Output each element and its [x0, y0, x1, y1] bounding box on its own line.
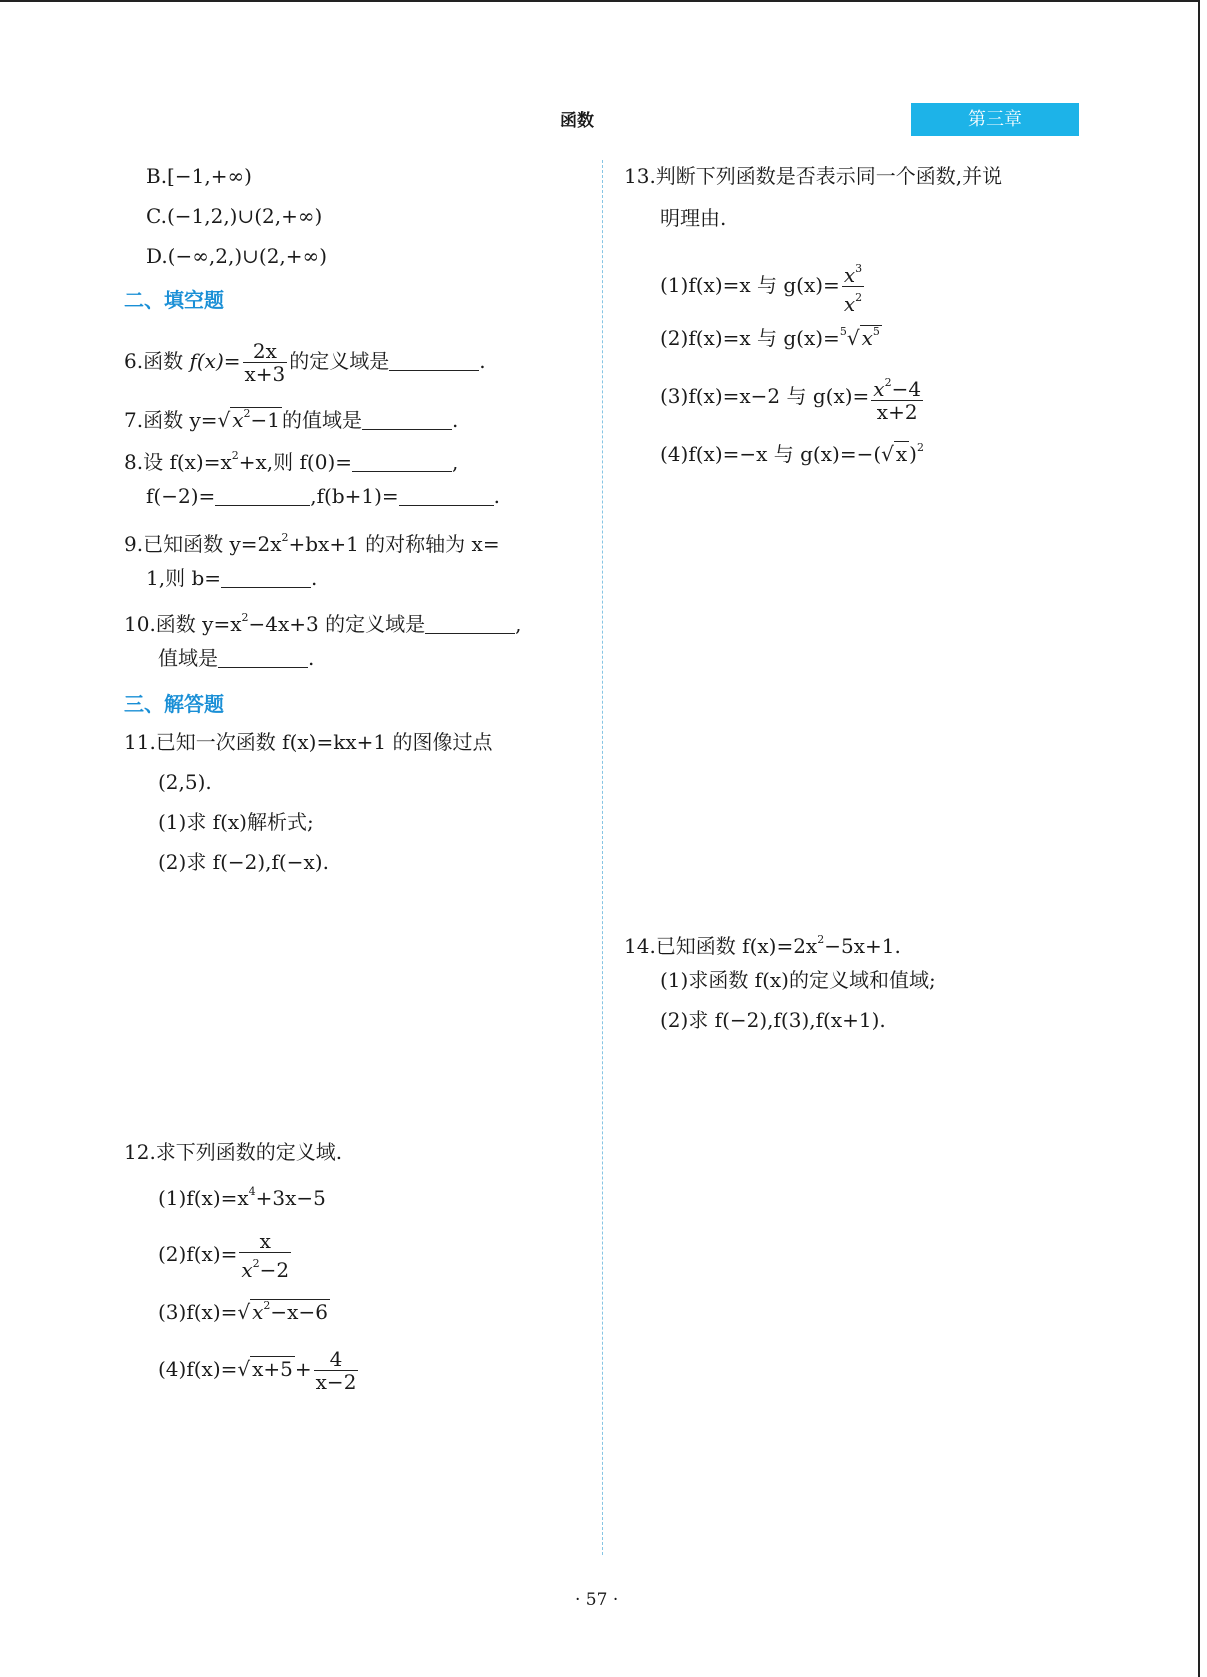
q12-p2-den-base: x	[241, 1258, 253, 1282]
question-13-part1	[660, 258, 866, 315]
column-divider	[602, 160, 603, 1555]
q12-p4-numerator: 4	[314, 1348, 359, 1371]
question-10-line1	[124, 604, 521, 638]
question-11-part2: (2)求 f(−2),f(−x).	[158, 850, 329, 874]
option-b: B.[−1,+∞)	[146, 164, 252, 188]
q12-p1-text-b: +3x−5	[255, 1186, 326, 1210]
question-13-line1: 13.判断下列函数是否表示同一个函数,并说	[624, 164, 1003, 188]
q7-end: .	[452, 408, 459, 432]
q13-p1-fraction	[842, 258, 864, 315]
q12-p2-den-tail: −2	[259, 1258, 290, 1282]
q13-p1-den-base: x	[843, 292, 856, 316]
q6-denominator: x+3	[244, 362, 286, 386]
q12-p4-plus: +	[294, 1357, 312, 1381]
q13-p1-numerator	[842, 258, 864, 287]
q13-p3-fraction	[871, 372, 923, 423]
q13-p4-exp: 2	[916, 441, 924, 454]
question-6	[124, 340, 486, 385]
q7-base: x	[232, 408, 244, 432]
question-12-part4: (4)f(x)=√ x+5 + $\frac{4}{x-2}$	[158, 1347, 357, 1394]
q8-end: .	[493, 484, 501, 508]
q13-p1-text: (1)f(x)=x 与 g(x)=	[660, 273, 840, 297]
q13-p2-base: x	[861, 326, 873, 350]
question-14-part2: (2)求 f(−2),f(3),f(x+1).	[660, 1008, 886, 1032]
q7-suffix: 的值域是	[282, 408, 363, 432]
q10-text-a: 10.函数 y=x	[124, 612, 242, 636]
question-9-line2	[146, 564, 317, 592]
question-9-line1	[124, 524, 500, 558]
q12-p3-base: x	[252, 1300, 264, 1324]
page-number: · 57 ·	[575, 1590, 619, 1610]
q13-p1-den-exp: 2	[855, 291, 863, 304]
page-border-top	[0, 0, 1200, 2]
question-8-line2	[146, 482, 500, 510]
q13-p3-denominator: x+2	[876, 400, 918, 424]
chapter-tab: 第三章	[911, 103, 1079, 136]
question-13-line2: 明理由.	[660, 206, 727, 230]
question-12-part1	[158, 1178, 326, 1212]
question-11-line2: (2,5).	[158, 770, 212, 794]
q14-text-a: 14.已知函数 f(x)=2x	[624, 934, 818, 958]
question-13-part3	[660, 372, 925, 423]
q8-exp: 2	[231, 449, 239, 462]
q13-p4-radicand: x	[895, 442, 908, 466]
q8-text-c: f(−2)=	[146, 484, 216, 508]
question-11-line1: 11.已知一次函数 f(x)=kx+1 的图像过点	[124, 730, 493, 754]
q10-exp: 2	[241, 611, 249, 624]
q12-p2-denominator	[239, 1253, 291, 1281]
q13-p4-text-b: )	[909, 442, 917, 466]
question-10-line2	[158, 644, 314, 672]
q14-exp: 2	[817, 933, 825, 946]
q12-p4-radicand: x+5	[252, 1357, 293, 1381]
q13-p3-text: (3)f(x)=x−2 与 g(x)=	[660, 384, 870, 408]
q13-p2-root-index: 5	[839, 325, 847, 338]
q8-comma: ,	[452, 450, 459, 474]
question-13-part2: (2)f(x)=x 与 g(x)=$^5$√ $x^5$	[660, 325, 880, 350]
q12-p2-text: (2)f(x)=	[158, 1242, 238, 1266]
q12-p3-text: (3)f(x)=	[158, 1300, 238, 1324]
q7-answer-blank[interactable]	[362, 411, 452, 430]
q10-range-blank[interactable]	[218, 649, 308, 668]
q10-text-c: 值域是	[158, 646, 218, 670]
q13-p3-num-exp: 2	[884, 376, 892, 389]
q7-radicand	[230, 407, 282, 432]
q6-answer-blank[interactable]	[389, 352, 479, 371]
q12-p1-exp: 4	[248, 1185, 256, 1198]
question-7: 7.函数 y=√ $x^2-1$ 的值域是 .	[124, 407, 459, 432]
q14-text-b: −5x+1.	[824, 934, 901, 958]
q13-p2-text: (2)f(x)=x 与 g(x)=	[660, 326, 840, 350]
q8-text-b: +x,则 f(0)=	[238, 450, 353, 474]
q10-text-b: −4x+3 的定义域是	[248, 612, 426, 636]
q9-text-b: +bx+1 的对称轴为 x=	[288, 532, 500, 556]
q7-exp: 2	[243, 407, 251, 420]
question-14-line1	[624, 926, 901, 960]
question-12-part2	[158, 1230, 293, 1281]
q12-p2-den-exp: 2	[252, 1257, 260, 1270]
q13-p3-num-tail: −4	[891, 377, 922, 401]
question-8-line1	[124, 442, 458, 476]
q8-text-a: 8.设 f(x)=x	[124, 450, 232, 474]
question-14-part1: (1)求函数 f(x)的定义域和值域;	[660, 968, 936, 992]
q13-p3-num-base: x	[873, 377, 885, 401]
question-12-title: 12.求下列函数的定义域.	[124, 1140, 343, 1164]
option-d: D.(−∞,2,)∪(2,+∞)	[146, 244, 328, 268]
q10-domain-blank[interactable]	[425, 615, 515, 634]
q6-end: .	[479, 349, 486, 373]
q10-end: .	[308, 646, 315, 670]
q13-p3-numerator	[871, 372, 923, 401]
question-13-part4: (4)f(x)=−x 与 g(x)=−(√ x )$^2$	[660, 441, 924, 466]
q6-fraction	[243, 340, 288, 385]
q12-p2-numerator: x	[239, 1230, 291, 1253]
header-title: 函数	[560, 111, 594, 131]
q12-p1-text-a: (1)f(x)=x	[158, 1186, 249, 1210]
q6-numerator: 2x	[243, 340, 288, 363]
q7-tail: −1	[250, 408, 281, 432]
question-11-part1: (1)求 f(x)解析式;	[158, 810, 314, 834]
q9-end: .	[311, 566, 318, 590]
q12-p3-tail: −x−6	[270, 1300, 328, 1324]
q7-prefix: 7.函数 y=	[124, 408, 218, 432]
section-solve-heading: 三、解答题	[124, 692, 224, 716]
q12-p4-denominator: x−2	[315, 1370, 357, 1394]
q13-p4-text-a: (4)f(x)=−x 与 g(x)=−(	[660, 442, 882, 466]
q6-prefix: 6.函数	[124, 349, 190, 373]
q13-p1-denominator	[842, 287, 864, 315]
q9-text-a: 9.已知函数 y=2x	[124, 532, 282, 556]
q8-f-2-blank[interactable]	[215, 487, 310, 506]
q10-comma: ,	[515, 612, 522, 636]
q12-p2-fraction	[239, 1230, 291, 1281]
q13-p1-num-base: x	[843, 263, 856, 287]
section-fill-in-heading: 二、填空题	[124, 288, 224, 312]
page-border-right	[1198, 0, 1200, 1677]
q12-p4-text: (4)f(x)=	[158, 1357, 238, 1381]
q6-suffix: 的定义域是	[289, 349, 390, 373]
q13-p1-num-exp: 3	[855, 262, 863, 275]
q12-p3-exp: 2	[263, 1299, 271, 1312]
q13-p2-exp: 5	[872, 325, 880, 338]
q8-f0-blank[interactable]	[352, 453, 452, 472]
q9-text-c: 1,则 b=	[146, 566, 221, 590]
q9-answer-blank[interactable]	[221, 569, 311, 588]
q12-p3-radicand	[250, 1299, 330, 1324]
q9-exp: 2	[281, 531, 289, 544]
q8-fb1-blank[interactable]	[399, 487, 494, 506]
option-c: C.(−1,2,)∪(2,+∞)	[146, 204, 323, 228]
question-12-part3: (3)f(x)=√ $x^2-x-6$	[158, 1299, 328, 1324]
q13-p2-radicand	[860, 325, 882, 350]
q12-p4-fraction	[314, 1348, 359, 1393]
q8-text-d: ,f(b+1)=	[310, 484, 399, 508]
q6-fx: f(x)=	[189, 349, 241, 373]
